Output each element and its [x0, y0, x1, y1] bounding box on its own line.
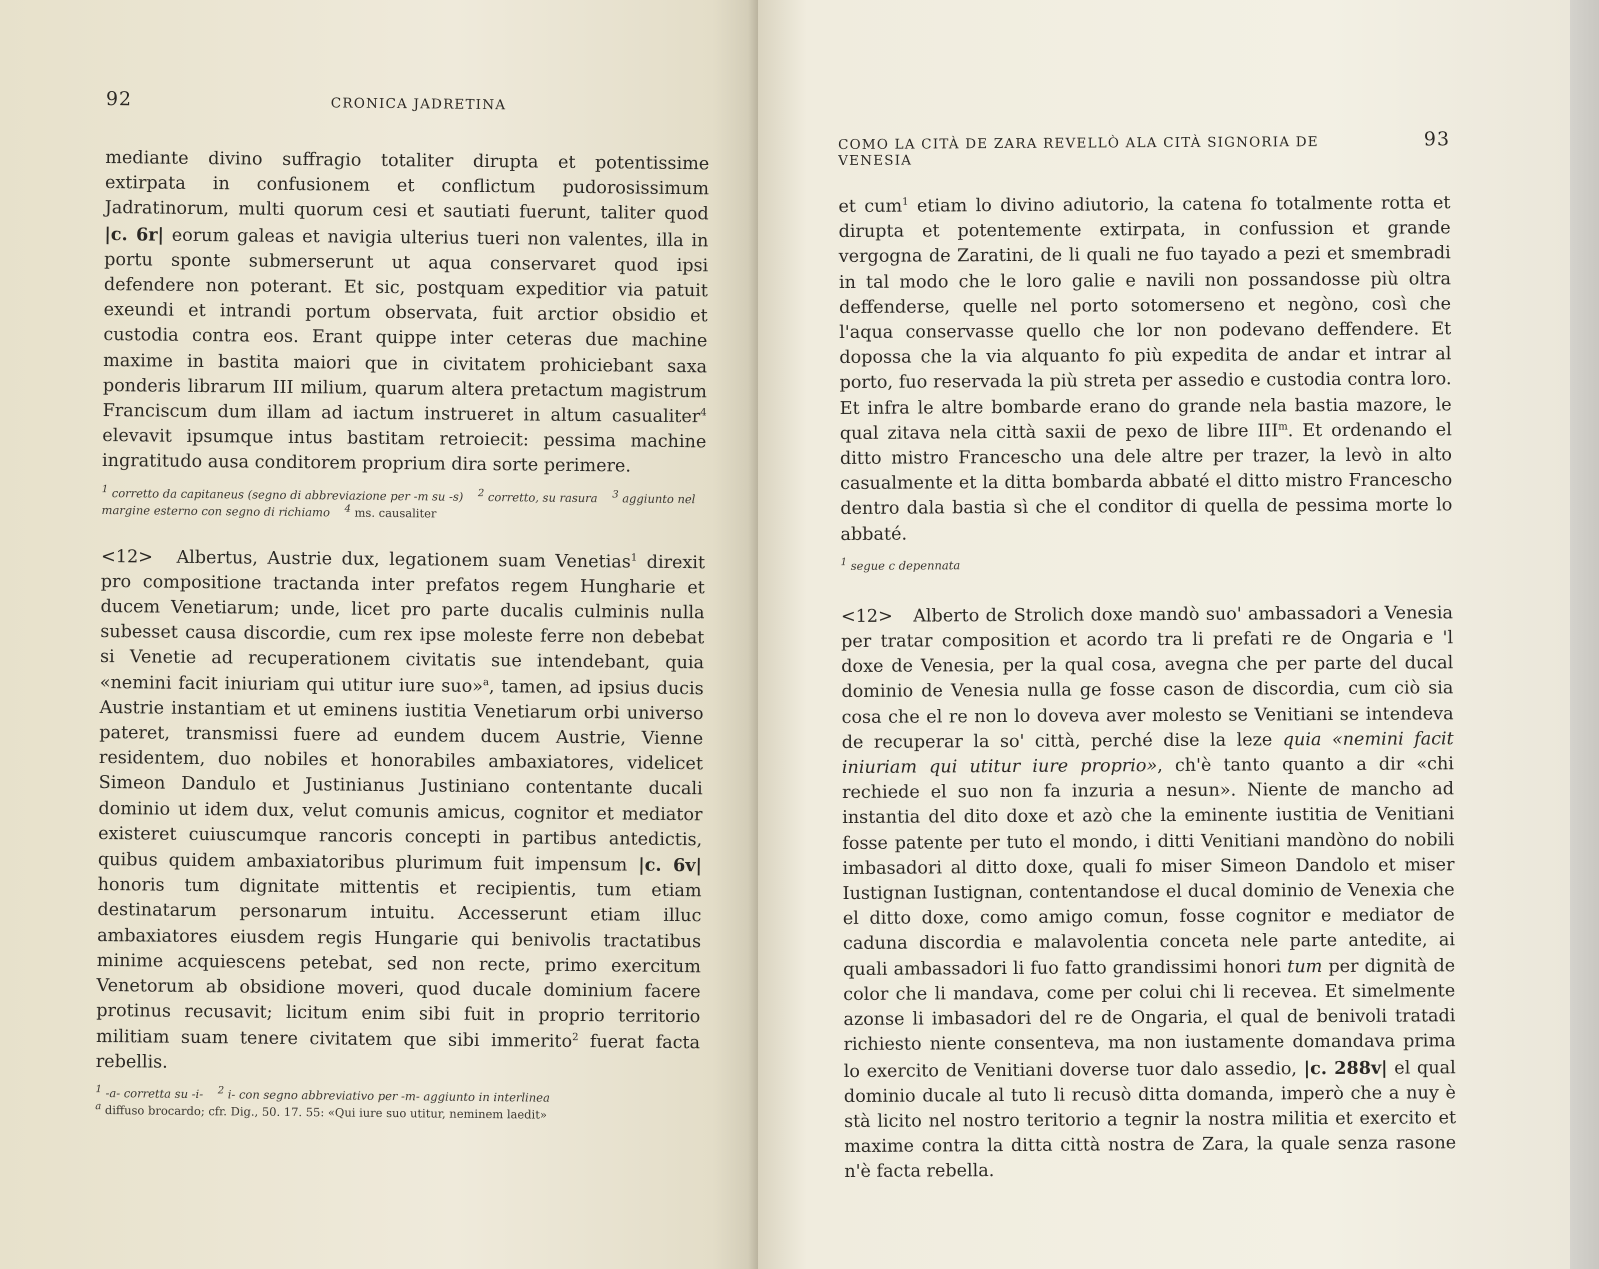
left-page-number: 92 [105, 88, 133, 111]
right-page-content [838, 128, 1456, 1185]
left-footnotes-1: $^1$ corretto da capitaneus (segno di abbreviazione per -m su -s) $^2$ corretto, su rasura $^3$ aggiunto nel margine esterno con segno di richiamo $^4$ ms. causaliter [101, 483, 696, 521]
left-paragraph-1: mediante divino suffragio totaliter dirupta et potentissime extirpata in confusionem et conflictum pudorosissimum Jadratinorum, multi quorum cesi et sautiati fuerunt, taliter quod |c. 6r| eorum galeas et navigia ulterius tueri non valentes, illa in portu sponte submerserunt ut aqua conservaret quod ipsi defendere non poterant. Et sic, postquam expeditior via patuit exeundi et intrandi portum observata, fuit arctior obsidio et custodia contra eos. Erant quippe inter ceteras due machine maxime in bastita maiori que in civitatem prohiciebant saxa ponderis librarum III milium, quarum altera pretactum magistrum Franciscum dum illam ad iactum instrueret in altum casualiter$^4$ elevavit ipsumque intus bastitam retroiecit: pessima machine ingratitudo ausa conditorem proprium dira sorte perimere. [101, 147, 710, 477]
right-paragraph-12: <12> Alberto de Strolich doxe mandò suo' ambassadori a Venesia per tratar composition et acordo tra li prefati re de Ongaria e 'l doxe de Venesia, per la qual cosa, avegna che per parte del ducal dominio de Venesia nulla ge fosse cason de discordia, cum ciò sia cosa che el re non lo doveva aver molesto se Venitiani se intendeva de recuperar la so' città, perché dise la leze quia «nemini facit iniuriam qui utitur iure proprio», ch'è tanto quanto a dir «chi rechiede el suo non fa inzuria a nesun». Niente de mancho ad instantia del dito doxe et azò che la eminente iustitia de Venitiani fosse patente per tuto el mondo, i ditti Venitiani mandòno do nobili imbasadori al ditto doxe, quali fo miser Simeon Dandolo et miser Iustignan Iustignan, contentandose el ducal dominio de Venexia che el ditto doxe, como amigo comun, fosse cognitor e mediator de caduna discordia e malavolentia conceta nele parte antedite, ai quali ambassadori li fuo fatto grandissimi honori tum per dignità de color che li mandava, come per colui chi li recevea. Et simelmente azonse li imbasadori del re de Ongaria, el qual de benivoli tratadi richiesto niente consenteva, ma non iustamente domandava prima lo exercito de Venitiani doverse tuor dalo assedio, |c. 288v| el qual dominio ducale al tuto li recusò ditta domanda, imperò che a nuy è stà licito nel nostro teritorio a tegnir la nostra militia et exercito et maxime contra la ditta città nostra de Zara, la quale senza rasone n'è facta rebella. [840, 603, 1457, 1183]
folio-marker: |c. 288v| [1303, 1057, 1388, 1079]
right-page [758, 0, 1570, 1269]
left-footnotes-2: $^1$ -a- corretta su -i- $^2$ i- con segno abbreviativo per -m- aggiunto in interlinea $^a$ diffuso brocardo; cfr. Dig., 50. 17. 55: «Qui iure suo utitur, neminem laedit» [95, 1084, 550, 1122]
right-paragraph-1: et cum$^1$ etiam lo divino adiutorio, la catena fo totalmente rotta et dirupta et potentemente extirpata, in confussion et grande vergogna de Zaratini, de li quali ne fuo tayado a pezi et smembradi in tal modo che le loro galie e navili non possandosse più oltra deffenderse, quelle nel porto sotomerseno et negòno, così che l'aqua conservasse quello che lor non podevano deffendere. Et dopossa che la via alquanto fo più expedita de andar et intrar al porto, fuo reservada la più streta per assedio e custodia contra loro. Et infra le altre bombarde erano do grande nela bastia mazore, le qual zitava nela città saxii de pexo de libre III$^m$. Et ordenando el ditto mistro Francescho una dele altre per trazer, la levò in alto casualmente et la ditta bombarda abbaté el ditto mistro Francescho dentro dala bastia sì che el conditor di quella de pessima morte lo abbaté. [838, 193, 1453, 545]
left-running-title: CRONICA JADRETINA [330, 95, 507, 114]
left-paragraph-12: <12> Albertus, Austrie dux, legationem suam Venetias$^1$ direxit pro compositione tractanda inter prefatos regem Hungharie et ducem Venetiarum; unde, licet pro parte ducalis culminis nulla subesset causa discordie, cum rex ipse moleste ferre non debebat si Venetie ad recuperationem civitatis sue intendebant, quia «nemini facit iniuriam qui utitur iure suo»$^a$, tamen, ad ipsius ducis Austrie instantiam et ut eminens iustitia Venetiarum orbi universo pateret, transmissi fuere ad eundem ducem Austrie, Vienne residentem, duo nobiles et honorabiles ambaxiatores, videlicet Simeon Dandulo et Justinianus Justiniano contentante ducali dominio ut idem dux, velut comunis amicus, cognitor et mediator existeret cuiuscumque rancoris concepti in partibus antedictis, quibus quidem ambaxiatoribus plurimum fuit impensum |c. 6v| honoris tum dignitate mittentis et recipientis, tum etiam destinatarum personarum intuitu. Accesserunt etiam illuc ambaxiatores eiusdem regis Hungarie qui benivolis tractatibus minime acquiescens petebat, sed non recte, primo exercitum Venetorum ab obsidione moveri, quod ducale dominium facere protinus recusavit; licitum enim sibi fuit in proprio territorio militiam suam tenere civitatem que sibi immerito$^2$ fuerat facta rebellis. [95, 546, 706, 1073]
section-number: <12> [100, 546, 154, 568]
right-footnotes-1: $^1$ segue c depennata [840, 556, 961, 573]
left-page [0, 0, 758, 1269]
right-running-head [838, 128, 1450, 169]
right-running-title: COMO LA CITÀ DE ZARA REVELLÒ ALA CITÀ SIGNORIA DE VENESIA [838, 134, 1319, 169]
left-page-content [95, 88, 710, 1125]
footnote-ref: 4 [700, 407, 707, 419]
background-edge [1570, 0, 1599, 1269]
folio-marker: |c. 6r| [104, 223, 165, 246]
folio-marker: |c. 6v| [638, 854, 703, 877]
section-number: <12> [840, 606, 893, 627]
left-running-head [106, 88, 710, 116]
right-page-number: 93 [1423, 128, 1451, 151]
